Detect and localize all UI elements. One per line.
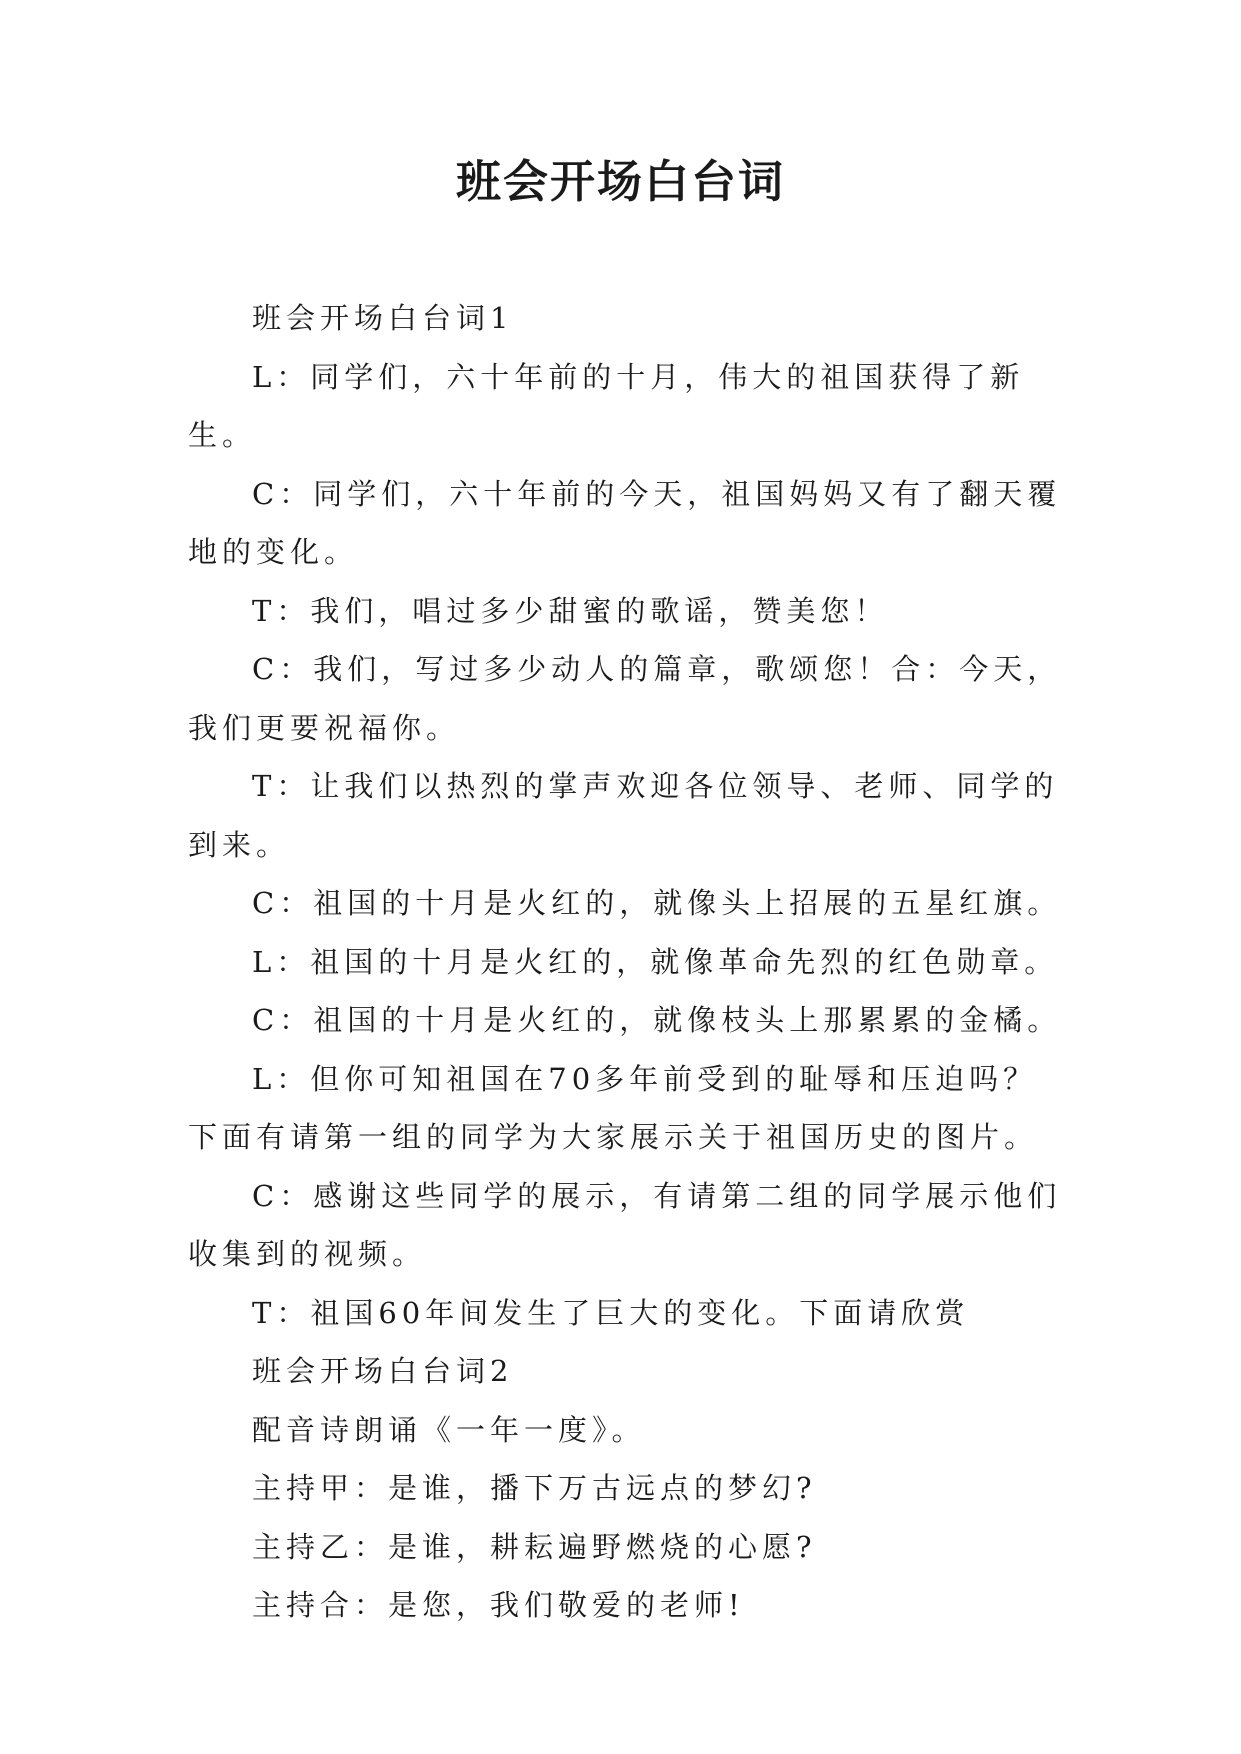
paragraph: L：祖国的十月是火红的，就像革命先烈的红色勋章。 — [252, 944, 1059, 979]
document-title: 班会开场白台词 — [455, 155, 785, 208]
document-body — [188, 289, 1068, 1635]
paragraph: C：祖国的十月是火红的，就像头上招展的五星红旗。 — [252, 886, 1062, 920]
paragraph: 主持乙：是谁，耕耘遍野燃烧的心愿? — [252, 1529, 817, 1564]
paragraph: T：祖国60年间发生了巨大的变化。下面请欣赏 — [252, 1295, 970, 1330]
paragraph: L：但你可知祖国在70多年前受到的耻辱和压迫吗？下面有请第一组的同学为大家展示关于祖国历史的图片。 — [188, 1061, 1039, 1154]
paragraph: T：我们，唱过多少甜蜜的歌谣，赞美您！ — [252, 593, 889, 628]
paragraph: T：让我们以热烈的掌声欢迎各位领导、老师、同学的到来。 — [188, 769, 1059, 862]
paragraph: C：我们，写过多少动人的篇章，歌颂您！合：今天，我们更要祝福你。 — [188, 652, 1062, 745]
paragraph: C：同学们，六十年前的今天，祖国妈妈又有了翻天覆地的变化。 — [188, 476, 1062, 569]
paragraph: 主持合：是您，我们敬爱的老师! — [252, 1588, 745, 1622]
section-heading-2: 班会开场白台词2 — [252, 1354, 514, 1388]
paragraph: 配音诗朗诵《一年一度》。 — [252, 1412, 646, 1447]
paragraph: C：祖国的十月是火红的，就像枝头上那累累的金橘。 — [252, 1003, 1062, 1037]
paragraph: L：同学们，六十年前的十月，伟大的祖国获得了新生。 — [188, 359, 1025, 452]
paragraph: C：感谢这些同学的展示，有请第二组的同学展示他们收集到的视频。 — [188, 1178, 1062, 1271]
paragraph: 主持甲：是谁，播下万古远点的梦幻? — [252, 1471, 817, 1505]
section-heading-1: 班会开场白台词1 — [252, 301, 514, 335]
